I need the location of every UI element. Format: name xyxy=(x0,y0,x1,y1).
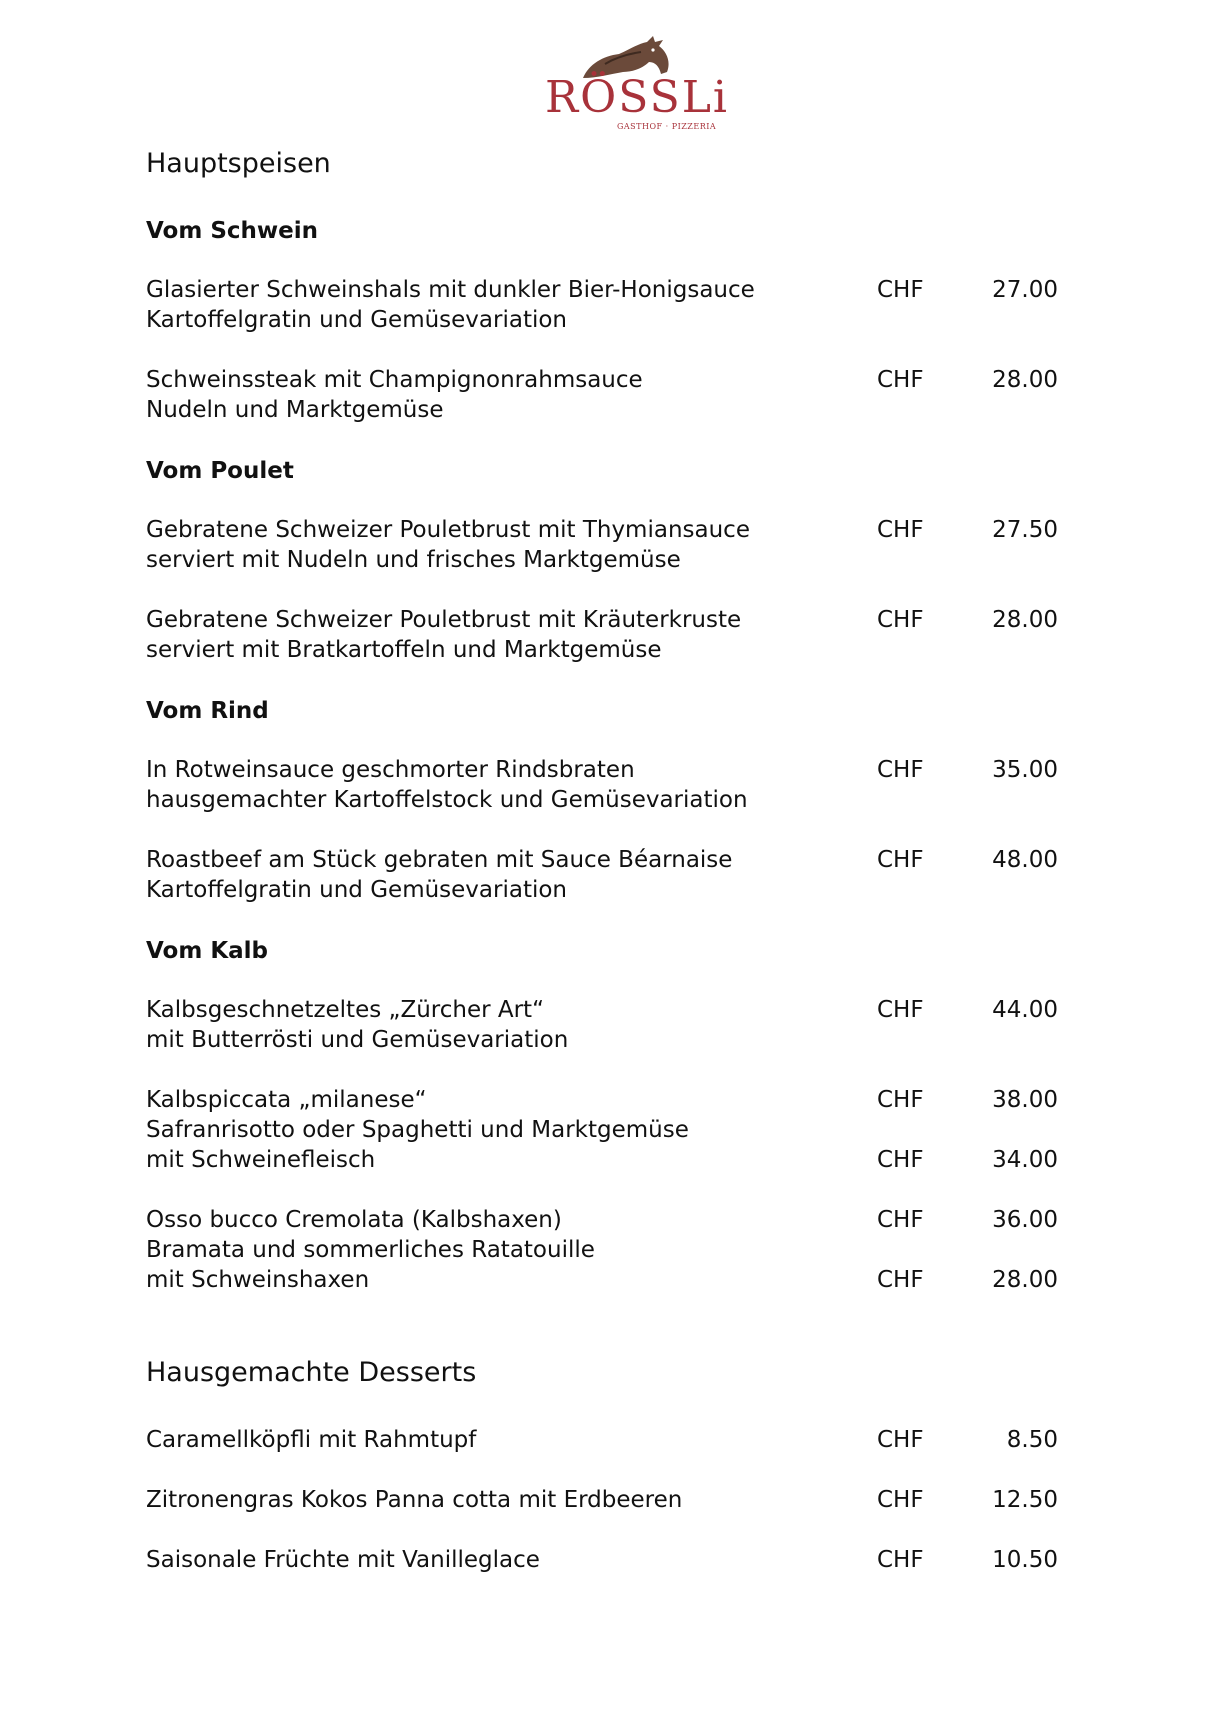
menu-item-name: Gebratene Schweizer Pouletbrust mit Kräuterkruste xyxy=(146,607,742,633)
menu-item-price: 27.00 xyxy=(992,277,1058,303)
menu-item-name: Kalbsgeschnetzeltes „Zürcher Art“ xyxy=(146,997,544,1023)
menu-item-description: mit Butterrösti und Gemüsevariation xyxy=(146,1027,569,1053)
menu-item-description: Kartoffelgratin und Gemüsevariation xyxy=(146,877,568,903)
logo-wordmark: RÖSSLi xyxy=(545,72,730,123)
menu-item-name: In Rotweinsauce geschmorter Rindsbraten xyxy=(146,757,635,783)
menu-item-currency: CHF xyxy=(877,1087,924,1113)
logo-subtitle: GASTHOF · PIZZERIA xyxy=(617,122,717,131)
menu-item-price: 27.50 xyxy=(992,517,1058,543)
menu-item-price: 38.00 xyxy=(992,1087,1058,1113)
dessert-item-price: 12.50 xyxy=(992,1487,1058,1513)
menu-item-variant-price: 28.00 xyxy=(992,1267,1058,1293)
menu-item-description: Kartoffelgratin und Gemüsevariation xyxy=(146,307,568,333)
menu-item-name: Kalbspiccata „milanese“ xyxy=(146,1087,427,1113)
menu-item-description: hausgemachter Kartoffelstock und Gemüsevariation xyxy=(146,787,748,813)
section-title-desserts: Hausgemachte Desserts xyxy=(146,1357,477,1388)
menu-item-description: Nudeln und Marktgemüse xyxy=(146,397,444,423)
menu-item-description: serviert mit Nudeln und frisches Marktgemüse xyxy=(146,547,681,573)
dessert-item-currency: CHF xyxy=(877,1427,924,1453)
dessert-item-price: 10.50 xyxy=(992,1547,1058,1573)
menu-item-currency: CHF xyxy=(877,517,924,543)
menu-item-name: Glasierter Schweinshals mit dunkler Bier-Honigsauce xyxy=(146,277,755,303)
category-heading: Vom Kalb xyxy=(146,938,269,964)
menu-item-currency: CHF xyxy=(877,997,924,1023)
menu-item-variant-price: 34.00 xyxy=(992,1147,1058,1173)
menu-item-currency: CHF xyxy=(877,1207,924,1233)
menu-item-description: serviert mit Bratkartoffeln und Marktgemüse xyxy=(146,637,662,663)
menu-item-price: 28.00 xyxy=(992,367,1058,393)
menu-item-name: Osso bucco Cremolata (Kalbshaxen) xyxy=(146,1207,562,1233)
menu-item-price: 44.00 xyxy=(992,997,1058,1023)
category-heading: Vom Rind xyxy=(146,698,269,724)
menu-item-description: Bramata und sommerliches Ratatouille xyxy=(146,1237,595,1263)
menu-item-name: Schweinssteak mit Champignonrahmsauce xyxy=(146,367,643,393)
menu-item-name: Roastbeef am Stück gebraten mit Sauce Béarnaise xyxy=(146,847,733,873)
menu-item-price: 35.00 xyxy=(992,757,1058,783)
dessert-item-currency: CHF xyxy=(877,1487,924,1513)
dessert-item-name: Caramellköpfli mit Rahmtupf xyxy=(146,1427,477,1453)
dessert-item-name: Saisonale Früchte mit Vanilleglace xyxy=(146,1547,540,1573)
menu-item-currency: CHF xyxy=(877,757,924,783)
dessert-item-name: Zitronengras Kokos Panna cotta mit Erdbeeren xyxy=(146,1487,683,1513)
category-heading: Vom Poulet xyxy=(146,458,294,484)
menu-item-variant-currency: CHF xyxy=(877,1147,924,1173)
menu-item-currency: CHF xyxy=(877,607,924,633)
category-heading: Vom Schwein xyxy=(146,218,318,244)
menu-item-currency: CHF xyxy=(877,367,924,393)
dessert-item-currency: CHF xyxy=(877,1547,924,1573)
menu-item-currency: CHF xyxy=(877,277,924,303)
menu-item-description: Safranrisotto oder Spaghetti und Marktgemüse xyxy=(146,1117,689,1143)
section-title-main: Hauptspeisen xyxy=(146,148,331,179)
dessert-item-price: 8.50 xyxy=(1006,1427,1058,1453)
menu-item-variant: mit Schweinshaxen xyxy=(146,1267,370,1293)
menu-item-price: 48.00 xyxy=(992,847,1058,873)
menu-item-variant: mit Schweinefleisch xyxy=(146,1147,376,1173)
menu-item-currency: CHF xyxy=(877,847,924,873)
restaurant-logo xyxy=(545,34,730,134)
menu-item-variant-currency: CHF xyxy=(877,1267,924,1293)
menu-item-price: 28.00 xyxy=(992,607,1058,633)
menu-item-price: 36.00 xyxy=(992,1207,1058,1233)
menu-item-name: Gebratene Schweizer Pouletbrust mit Thymiansauce xyxy=(146,517,750,543)
